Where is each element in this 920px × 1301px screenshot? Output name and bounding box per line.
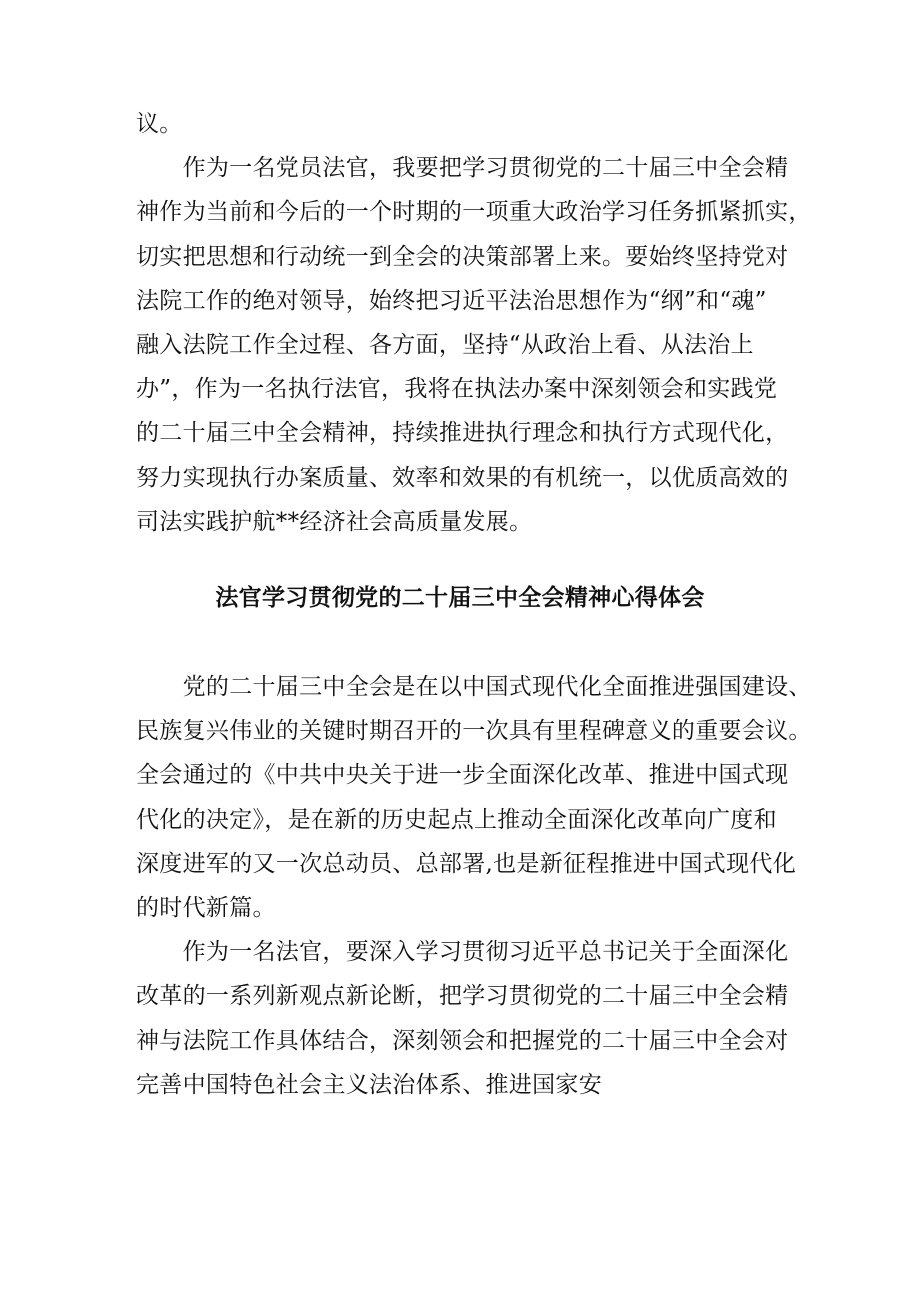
text-line: 努力实现执行办案质量、效率和效果的有机统一，以优质高效的 [136,464,789,491]
text-line: 的时代新篇。 [136,895,276,922]
text-line: 作为一名党员法官，我要把学习贯彻党的二十届三中全会精 [136,155,789,182]
text-line: 切实把思想和行动统一到全会的决策部署上来。要始终坚持党对 [136,243,789,270]
text-line: 办”，作为一名执行法官，我将在执法办案中深刻领会和实践党 [136,376,778,403]
text-line: 法院工作的绝对领导，始终把习近平法治思想作为“纲”和“魂” [136,287,767,314]
text-line: 完善中国特色社会主义法治体系、推进国家安 [136,1071,602,1098]
text-line: 的二十届三中全会精神，持续推进执行理念和执行方式现代化， [136,420,789,447]
article-heading: 法官学习贯彻党的二十届三中全会精神心得体会 [215,584,705,611]
text-line: 代化的决定》，是在新的历史起点上推动全面深化改革向广度和 [136,806,777,833]
text-line: 融入法院工作全过程、各方面，坚持“从政治上看、从法治上 [136,332,754,359]
body-text-section-2 [136,665,812,1107]
text-line: 作为一名法官，要深入学习贯彻习近平总书记关于全面深化 [136,939,789,966]
body-text-section-1 [136,102,812,544]
text-line: 党的二十届三中全会是在以中国式现代化全面推进强国建设、 [136,674,812,700]
text-line: 深度进军的又一次总动员、总部署,也是新征程推进中国式现代化 [136,850,797,877]
text-line: 民族复兴伟业的关键时期召开的一次具有里程碑意义的重要会议。 [136,718,812,745]
text-line: 神与法院工作具体结合，深刻领会和把握党的二十届三中全会对 [136,1027,789,1054]
text-line: 改革的一系列新观点新论断，把学习贯彻党的二十届三中全会精 [136,983,789,1010]
text-line: 司法实践护航**经济社会高质量发展。 [136,508,533,535]
text-line: 议。 [136,111,183,137]
text-line: 全会通过的《中共中央关于进一步全面深化改革、推进中国式现 [136,762,789,789]
text-line: 神作为当前和今后的一个时期的一项重大政治学习任务抓紧抓实， [136,199,812,226]
